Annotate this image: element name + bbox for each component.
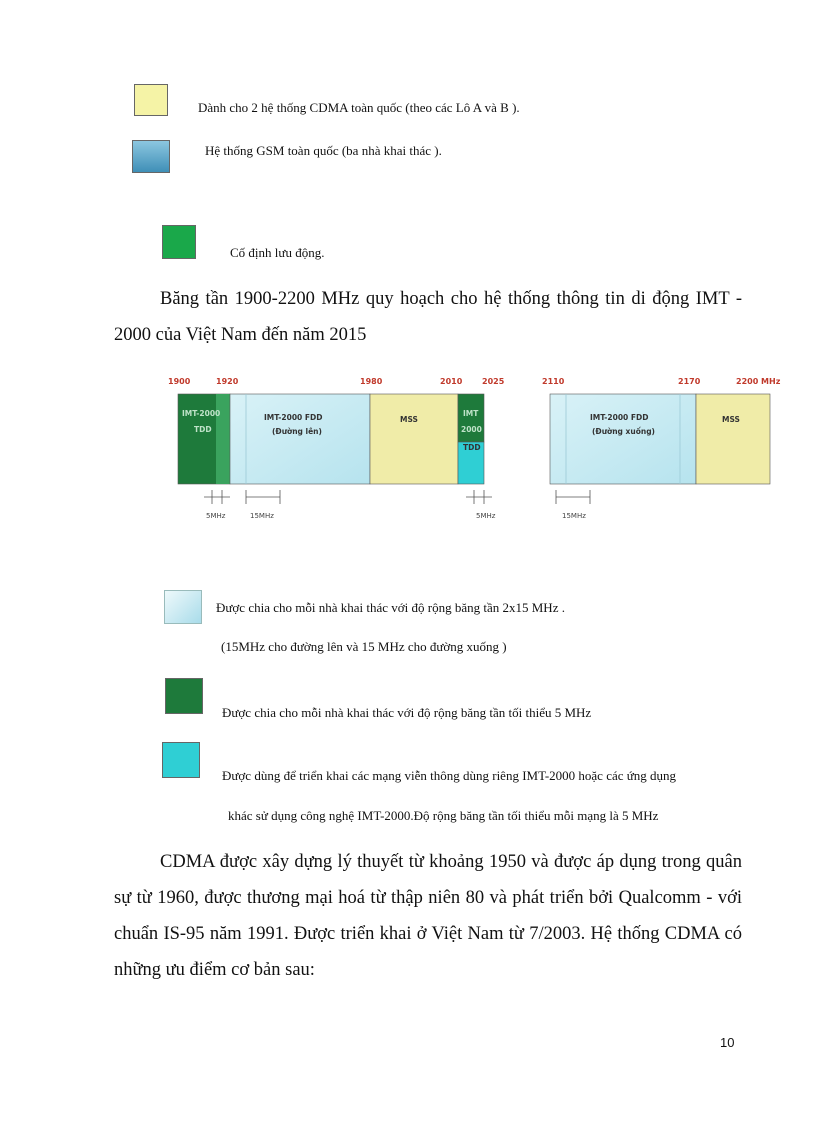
freq-label: 2025 — [482, 377, 505, 386]
band-label: TDD — [194, 425, 212, 434]
dim-label: 15MHz — [562, 512, 586, 520]
light-blue-swatch — [164, 590, 202, 624]
freq-label: 1900 — [168, 377, 191, 386]
band-fdd-downlink — [550, 394, 696, 484]
freq-label: 1980 — [360, 377, 383, 386]
dim-label: 5MHz — [206, 512, 226, 520]
band-label: (Đường xuống) — [592, 427, 655, 436]
band-label: (Đường lên) — [272, 427, 322, 436]
page-number: 10 — [720, 1035, 735, 1050]
cdma-swatch — [134, 84, 168, 116]
band-label: IMT-2000 FDD — [590, 413, 649, 422]
legend-fixed-text: Cố định lưu động. — [230, 245, 325, 260]
legend-cyan-text: Được dùng để triển khai các mạng viễn thông dùng riêng IMT-2000 hoặc các ứng dụng — [222, 768, 677, 783]
cyan-swatch — [162, 742, 200, 778]
band-label: IMT-2000 FDD — [264, 413, 323, 422]
band-label: IMT-2000 — [182, 409, 221, 418]
gsm-swatch — [132, 140, 170, 173]
legend-gsm-text: Hệ thống GSM toàn quốc (ba nhà khai thác ). — [205, 143, 442, 158]
band-label: TDD — [463, 443, 481, 452]
legend-fdd-text: Được chia cho mỗi nhà khai thác với độ rộng băng tần 2x15 MHz . — [216, 600, 565, 615]
band-mss-right — [696, 394, 770, 484]
cdma-paragraph: CDMA được xây dựng lý thuyết từ khoảng 1950 và được áp dụng trong quân sự từ 1960, được thương mại hoá từ thập niên 80 và phát triển bởi Qualcomm - với chuẩn IS-95 năm 1991. Được triển khai ở Việt Nam từ 7/2003. Hệ thống CDMA có những ưu điểm cơ bản sau: — [114, 852, 742, 980]
fixed-swatch — [162, 225, 196, 259]
band-mss-left — [370, 394, 458, 484]
legend-fdd-subtext: (15MHz cho đường lên và 15 MHz cho đường xuống ) — [221, 639, 507, 654]
legend-cdma-text: Dành cho 2 hệ thống CDMA toàn quốc (theo các Lô A và B ). — [198, 100, 520, 115]
dim-label: 5MHz — [476, 512, 496, 520]
band-imt-small — [458, 394, 484, 442]
freq-label: 2110 — [542, 377, 565, 386]
freq-label: 2010 — [440, 377, 463, 386]
band-label: MSS — [400, 415, 418, 424]
band-label: 2000 — [461, 425, 482, 434]
band-label: IMT — [463, 409, 479, 418]
dark-green-swatch — [165, 678, 203, 714]
dim-label: 15MHz — [250, 512, 274, 520]
band-imt-tdd-edge — [216, 394, 230, 484]
band-fdd-uplink — [230, 394, 370, 484]
band-label: MSS — [722, 415, 740, 424]
legend-cyan-subtext: khác sử dụng công nghệ IMT-2000.Độ rộng băng tần tối thiểu mỗi mạng là 5 MHz — [228, 808, 659, 823]
frequency-band-diagram — [160, 370, 790, 525]
section-heading: Băng tần 1900-2200 MHz quy hoạch cho hệ thống thông tin di động IMT - 2000 của Việt Nam đến năm 2015 — [114, 289, 742, 345]
legend-green-text: Được chia cho mỗi nhà khai thác với độ rộng băng tần tối thiểu 5 MHz — [222, 705, 592, 720]
freq-label: 1920 — [216, 377, 239, 386]
freq-label: 2170 — [678, 377, 701, 386]
freq-label: 2200 MHz — [736, 377, 781, 386]
